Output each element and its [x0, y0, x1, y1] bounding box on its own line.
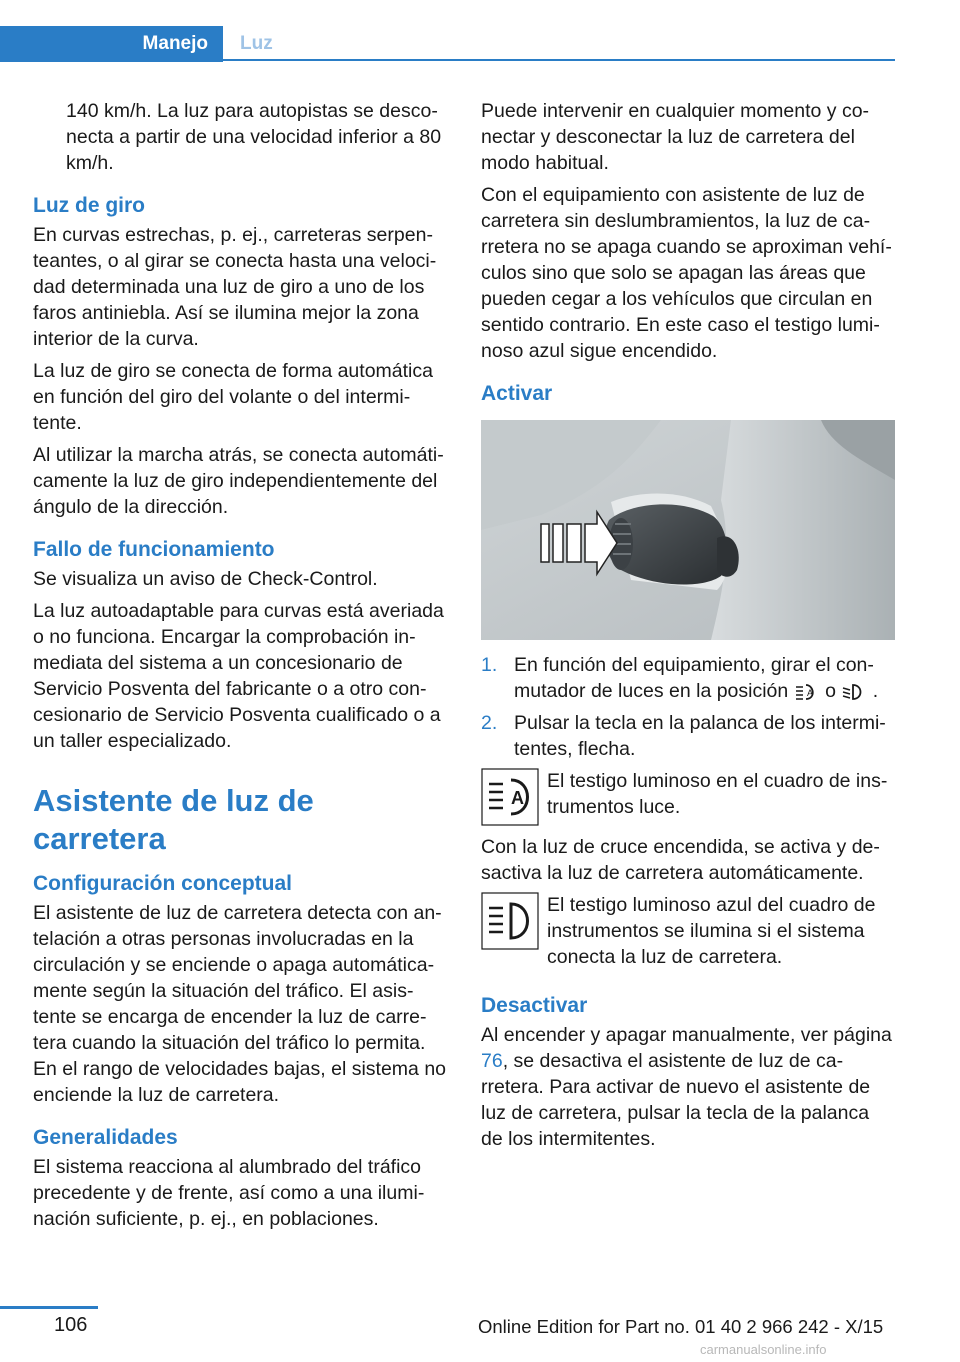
- turn-signal-lever-illustration: [481, 420, 895, 640]
- right-column: [481, 98, 896, 1158]
- step-2: [481, 710, 896, 762]
- heading-luz-de-giro: Luz de giro: [33, 194, 145, 217]
- paragraph-part: , se desactiva el asistente de luz de carretera. Para activar de nuevo el asistente de luz de carretera, pulsar la tecla de la palanca de los intermitentes.: [481, 1050, 871, 1150]
- svg-text:A: A: [511, 788, 524, 808]
- heading-configuracion: Configuración conceptual: [33, 872, 293, 895]
- heading-activar: Activar: [481, 382, 553, 405]
- paragraph: La luz de giro se conecta de forma automática en función del giro del volante o del intermitente.: [33, 360, 433, 434]
- step-1-or: o: [825, 680, 836, 702]
- tab-manejo-label: Manejo: [142, 33, 208, 54]
- paragraph: En curvas estrechas, p. ej., carreteras serpenteantes, o al girar se conecta hasta una velocidad determinada una luz de giro a uno de los faros antiniebla. Así se ilumina mejor la zona interior de la curva.: [33, 224, 437, 350]
- step-number: 2.: [481, 712, 498, 734]
- high-beam-assistant-indicator-icon: [481, 768, 539, 826]
- paragraph: El asistente de luz de carretera detecta con antelación a otras personas involucradas en la circulación y se enciende o apaga automáticamente según la situación del tráfico. El asistente se encarga de encender la luz de carretera cuando la situación del tráfico lo permita. En el rango de velocidades bajas, el sistema no enciende la luz de carretera.: [33, 902, 447, 1106]
- footer-rule: [0, 1306, 98, 1309]
- paragraph: Se visualiza un aviso de Check-Control.: [33, 568, 378, 590]
- header-rule: [223, 59, 895, 61]
- step-2-text: Pulsar la tecla en la palanca de los intermitentes, flecha.: [514, 712, 886, 760]
- paragraph: 140 km/h. La luz para autopistas se desconecta a partir de una velocidad inferior a 80 km/h.: [66, 100, 442, 174]
- left-column: [33, 98, 448, 1238]
- tab-manejo[interactable]: [0, 26, 223, 62]
- paragraph: Puede intervenir en cualquier momento y conectar y desconectar la luz de carretera del modo habitual.: [481, 100, 870, 174]
- heading-desactivar: Desactivar: [481, 994, 588, 1017]
- indicator-row-high-beam: [481, 892, 896, 976]
- step-1-text: En función del equipamiento, girar el conmutador de luces en la posición: [514, 654, 874, 702]
- paragraph: El sistema reacciona al alumbrado del tráfico precedente y de frente, así como a una iluminación suficiente, p. ej., en poblaciones.: [33, 1156, 425, 1230]
- svg-text:A: A: [806, 687, 813, 698]
- step-1-end: .: [872, 680, 879, 702]
- header-tabbar: [0, 26, 895, 62]
- paragraph: Con la luz de cruce encendida, se activa y desactiva la luz de carretera automáticamente.: [481, 836, 880, 884]
- paragraph: [481, 1022, 896, 1152]
- watermark: carmanualsonline.info: [700, 1342, 827, 1357]
- indicator-text: El testigo luminoso en el cuadro de instrumentos luce.: [547, 770, 888, 818]
- step-text: [514, 652, 896, 704]
- tab-luz[interactable]: [240, 26, 273, 62]
- edition-note: Online Edition for Part no. 01 40 2 966 242 - X/15: [478, 1316, 884, 1337]
- page-number: 106: [54, 1314, 88, 1336]
- indicator-text: El testigo luminoso azul del cuadro de instrumentos se ilumina si el sistema conecta la luz de carretera.: [547, 894, 876, 968]
- step-1: [481, 652, 896, 704]
- paragraph: Con el equipamiento con asistente de luz de carretera sin deslumbramientos, la luz de carretera no se apaga cuando se aproximan vehículos sino que solo se apagan las áreas que pueden cegar a los vehículos que circulan en sentido contrario. En este caso el testigo luminoso azul sigue encendido.: [481, 184, 892, 362]
- paragraph-part: Al encender y apagar manualmente, ver página: [481, 1024, 892, 1046]
- tab-luz-label: Luz: [240, 33, 273, 54]
- heading-generalidades: Generalidades: [33, 1126, 178, 1149]
- paragraph: La luz autoadaptable para curvas está averiada o no funciona. Encargar la comprobación inmediata del sistema a un concesionario de Servicio Posventa del fabricante o a otro concesionario de Servicio Posventa cualificado o a un taller especializado.: [33, 600, 444, 752]
- heading-fallo: Fallo de funcionamiento: [33, 538, 275, 561]
- auto-lights-symbol-icon: [794, 681, 820, 703]
- step-number: 1.: [481, 654, 498, 676]
- heading-asistente: Asistente de luz de carretera: [33, 783, 314, 856]
- indicator-row-auto: [481, 768, 896, 826]
- lever-photo: [481, 420, 895, 640]
- low-beam-symbol-icon: [841, 681, 867, 703]
- high-beam-indicator-icon: [481, 892, 539, 950]
- paragraph: Al utilizar la marcha atrás, se conecta automáticamente la luz de giro independientemente del ángulo de la dirección.: [33, 444, 444, 518]
- page-link[interactable]: 76: [481, 1050, 503, 1072]
